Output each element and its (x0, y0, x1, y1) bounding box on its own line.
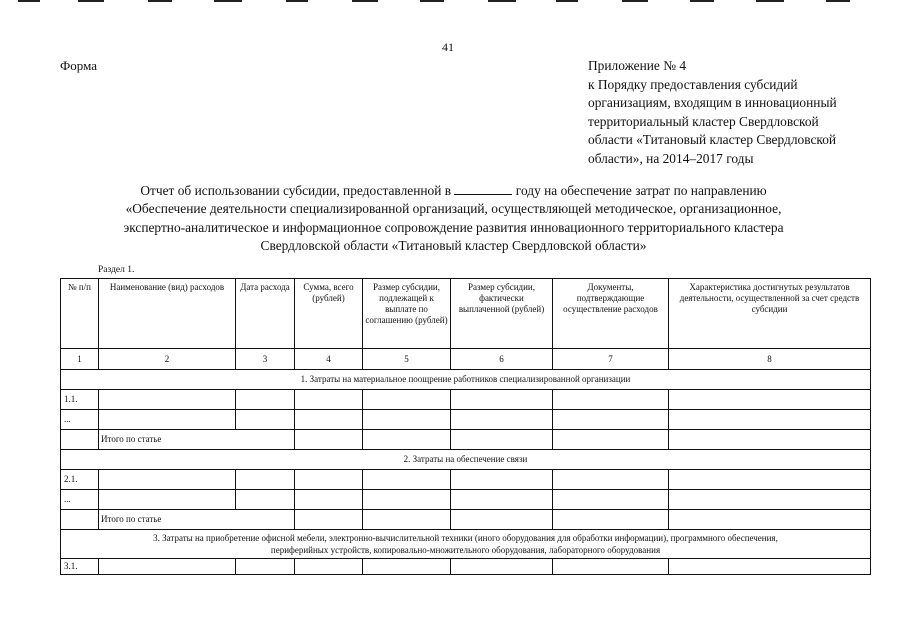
table-cell (236, 470, 295, 490)
column-number: 6 (451, 349, 553, 370)
table-cell (553, 490, 669, 510)
section-heading-line: 3. Затраты на приобретение офисной мебели, электронно-вычислительной техники (иного оборудования для обработки информации), программного обеспечения, (153, 533, 778, 543)
table-cell (451, 490, 553, 510)
column-number: 3 (236, 349, 295, 370)
table-row (61, 490, 871, 510)
title-line4: Свердловской области «Титановый кластер Свердловской области» (260, 237, 647, 253)
table-cell (451, 390, 553, 410)
title-line3: экспертно-аналитическое и информационное сопровождение развития инновационного территориального кластера (123, 219, 784, 235)
table-cell (295, 510, 363, 530)
column-number: 7 (553, 349, 669, 370)
section-heading (61, 530, 871, 559)
column-number: 5 (363, 349, 451, 370)
row-number: ... (61, 410, 99, 430)
table-cell (99, 559, 236, 575)
table-cell (553, 470, 669, 490)
table-cell (669, 490, 871, 510)
row-number: 2.1. (61, 470, 99, 490)
table-cell (451, 410, 553, 430)
section-heading-row (61, 370, 871, 390)
table-cell (236, 410, 295, 430)
table-cell (451, 470, 553, 490)
table-cell (553, 430, 669, 450)
column-number: 4 (295, 349, 363, 370)
appendix-line: области «Титановый кластер Свердловской (588, 132, 837, 147)
page-number: 41 (442, 40, 454, 54)
table-cell (295, 559, 363, 575)
header-cell: Размер субсидии, фактически выплаченной (рублей) (451, 279, 553, 349)
appendix-line: организациям, входящим в инновационный (588, 95, 837, 110)
table-cell (295, 470, 363, 490)
table-cell (669, 559, 871, 575)
table-header-row (61, 279, 871, 349)
header-cell: Характеристика достигнутых результатов деятельности, осуществленной за счет средств субсидии (669, 279, 871, 349)
table-cell (451, 510, 553, 530)
table-cell (99, 410, 236, 430)
table-cell (669, 390, 871, 410)
header-cell: Сумма, всего (рублей) (295, 279, 363, 349)
scan-top-edge (0, 0, 905, 4)
table-cell (363, 470, 451, 490)
table-cell (99, 390, 236, 410)
table-cell (363, 410, 451, 430)
table-cell (363, 390, 451, 410)
table-cell (295, 410, 363, 430)
section-heading-line: периферийных устройств, копировально-множительного оборудования, лабораторного оборудования (270, 545, 661, 555)
table-cell (295, 490, 363, 510)
row-number: ... (61, 490, 99, 510)
table-cell (295, 390, 363, 410)
subtotal-label: Итого по статье (99, 510, 295, 530)
table-cell (363, 559, 451, 575)
table-cell (236, 490, 295, 510)
table-row (61, 390, 871, 410)
table-cell (99, 470, 236, 490)
column-number: 1 (61, 349, 99, 370)
table-cell (553, 510, 669, 530)
table-cell (669, 510, 871, 530)
section-heading-row (61, 530, 871, 559)
row-number: 3.1. (61, 559, 99, 575)
table-cell (363, 490, 451, 510)
appendix-block (588, 57, 888, 168)
header-cell: Дата расхода (236, 279, 295, 349)
section-heading-row (61, 450, 871, 470)
appendix-line: к Порядку предоставления субсидий (588, 76, 798, 92)
table-cell (99, 490, 236, 510)
column-number: 8 (669, 349, 871, 370)
header-cell: Документы, подтверждающие осуществление расходов (553, 279, 669, 349)
subtotal-row (61, 510, 871, 530)
subtotal-label: Итого по статье (99, 430, 295, 450)
appendix-line: территориальный кластер Свердловской (588, 113, 819, 129)
table-cell (451, 559, 553, 575)
table-cell (553, 410, 669, 430)
title-line1-end: году на обеспечение затрат по направлению (515, 183, 767, 198)
table-cell (61, 510, 99, 530)
table-cell (451, 430, 553, 450)
year-blank-field (454, 182, 512, 195)
table-cell (295, 430, 363, 450)
table-row (61, 470, 871, 490)
header-cell: Размер субсидии, подлежащей к выплате по соглашению (рублей) (363, 279, 451, 349)
table-cell (669, 430, 871, 450)
title-line1-start: Отчет об использовании субсидии, предоставленной в (140, 183, 452, 198)
table-cell (363, 510, 451, 530)
row-number: 1.1. (61, 390, 99, 410)
table-cell (236, 559, 295, 575)
table-cell (553, 390, 669, 410)
section-heading: 2. Затраты на обеспечение связи (61, 450, 871, 470)
appendix-line: области», на 2014–2017 годы (588, 150, 754, 166)
title-line2: «Обеспечение деятельности специализированной организаций, осуществляющей методическое, организационное, (125, 201, 782, 217)
header-cell: № п/п (61, 279, 99, 349)
report-title (40, 182, 867, 255)
table-cell (61, 430, 99, 450)
table-cell (236, 390, 295, 410)
table-row (61, 410, 871, 430)
form-label: Форма (60, 58, 97, 73)
table-row (61, 559, 871, 575)
table-cell (669, 410, 871, 430)
column-number-row (61, 349, 871, 370)
header-cell: Наименование (вид) расходов (99, 279, 236, 349)
section-label: Раздел 1. (98, 265, 135, 275)
subtotal-row (61, 430, 871, 450)
appendix-line: Приложение № 4 (588, 58, 687, 73)
table-cell (669, 470, 871, 490)
section-heading: 1. Затраты на материальное поощрение работников специализированной организации (61, 370, 871, 390)
column-number: 2 (99, 349, 236, 370)
report-table (60, 278, 871, 575)
table-cell (363, 430, 451, 450)
table-cell (553, 559, 669, 575)
